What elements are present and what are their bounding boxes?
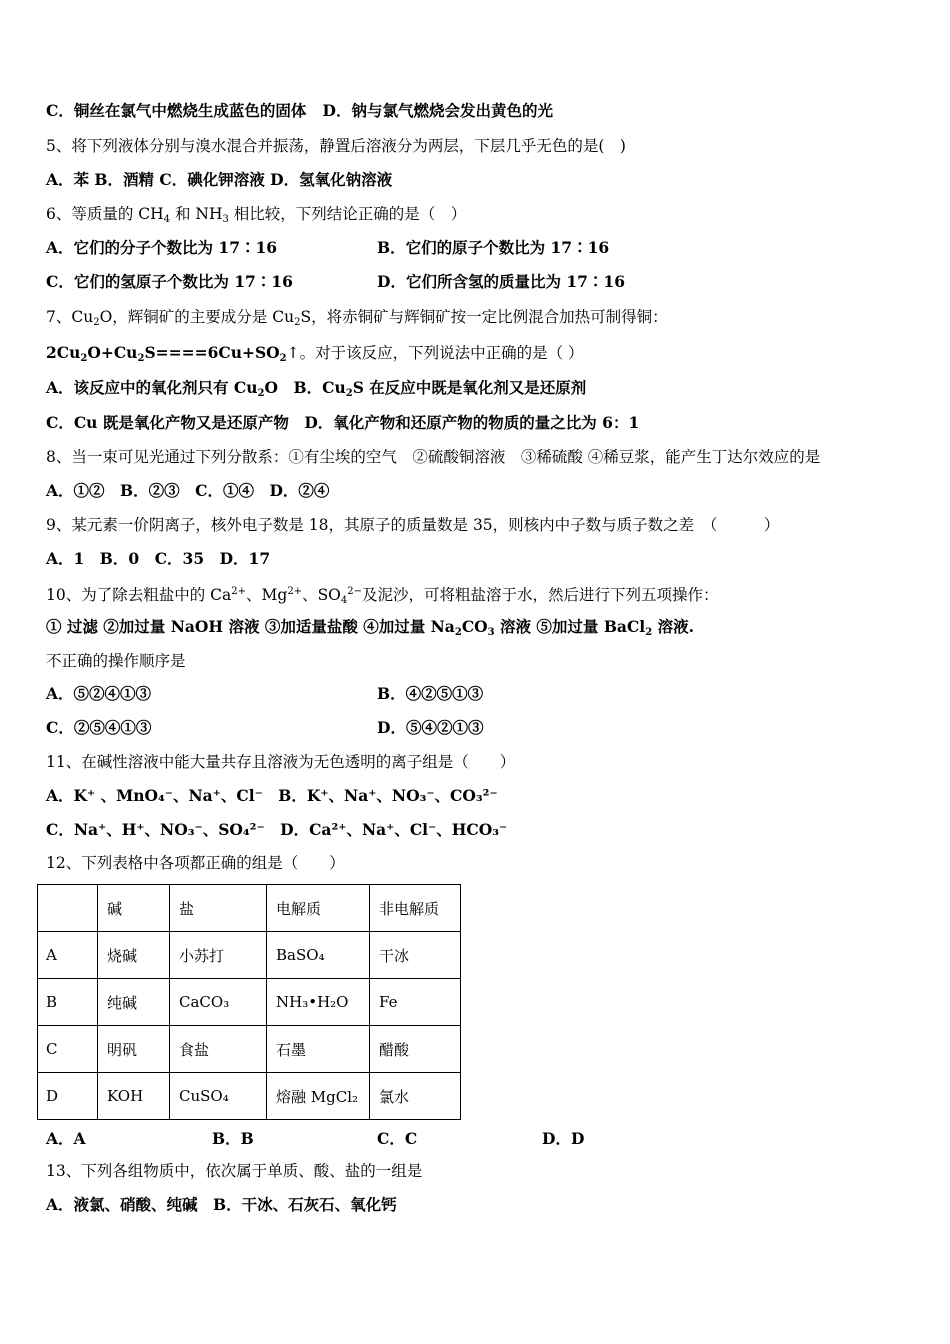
- q6-option-d: D．它们所含氢的质量比为 17∶16: [377, 272, 625, 291]
- question-9-options: A．1 B．0 C．35 D．17: [46, 549, 271, 568]
- q12-option-a: A．A: [46, 1129, 86, 1148]
- table-cell: C: [38, 1026, 98, 1073]
- q6-option-b: B．它们的原子个数比为 17∶16: [377, 238, 610, 257]
- table-row: [38, 1073, 461, 1120]
- q10-option-b: B．④②⑤①③: [377, 684, 484, 703]
- q4-option-c: C．铜丝在氯气中燃烧生成蓝色的固体: [46, 101, 307, 120]
- table-cell: BaSO₄: [267, 932, 370, 979]
- table-cell: 熔融 MgCl₂: [267, 1073, 370, 1120]
- question-10-options-ab: [46, 684, 484, 704]
- q12-option-c: C．C: [377, 1129, 418, 1148]
- table-cell: 电解质: [267, 885, 370, 932]
- table-cell: CaCO₃: [170, 979, 267, 1026]
- table-cell: D: [38, 1073, 98, 1120]
- table-cell: 烧碱: [98, 932, 170, 979]
- q10-option-a: A．⑤②④①③: [46, 684, 152, 703]
- table-cell: 醋酸: [370, 1026, 461, 1073]
- question-6-options-cd: [46, 272, 625, 292]
- question-13: 13、下列各组物质中，依次属于单质、酸、盐的一组是: [46, 1162, 423, 1180]
- table-cell: 碱: [98, 885, 170, 932]
- table-row: [38, 932, 461, 979]
- table-cell: [38, 885, 98, 932]
- question-7: 7、$Cu_2O$，辉铜矿的主要成分是 $Cu_2S$，将赤铜矿与辉铜矿按一定比例混合加热可制得铜：: [46, 308, 668, 328]
- q6-option-c: C．它们的氢原子个数比为 17∶16: [46, 272, 293, 291]
- table-cell: CuSO₄: [170, 1073, 267, 1120]
- table-cell: A: [38, 932, 98, 979]
- question-11-options-ab: A．K⁺ 、MnO₄⁻、Na⁺、Cl⁻ B．K⁺、Na⁺、NO₃⁻、CO₃²⁻: [46, 786, 498, 805]
- question-10-ask: 不正确的操作顺序是: [46, 652, 186, 670]
- table-row: [38, 1026, 461, 1073]
- question-8: 8、当一束可见光通过下列分散系：①有尘埃的空气 ②硫酸铜溶液 ③稀硫酸 ④稀豆浆，能产生丁达尔效应的是: [46, 448, 821, 466]
- question-10-operations: ① 过滤 ②加过量 NaOH 溶液 ③加适量盐酸 ④加过量 $Na_2CO_3$ 溶液 ⑤加过量 BaCl$_2$ 溶液.: [46, 617, 694, 638]
- table-cell: KOH: [98, 1073, 170, 1120]
- question-7-equation: $2Cu_2O+Cu_2S====6Cu+SO_2↑$。对于该反应，下列说法中正确的是（ ）: [46, 343, 584, 364]
- table-header-row: [38, 885, 461, 932]
- table-cell: 石墨: [267, 1026, 370, 1073]
- table-cell: 干冰: [370, 932, 461, 979]
- question-6-options-ab: [46, 238, 610, 258]
- table-cell: 食盐: [170, 1026, 267, 1073]
- q4-option-line: [46, 101, 553, 121]
- table-cell: 盐: [170, 885, 267, 932]
- table-cell: 小苏打: [170, 932, 267, 979]
- question-12-table: [37, 884, 461, 1120]
- table-cell: 明矾: [98, 1026, 170, 1073]
- question-5-options: A．苯 B．酒精 C．碘化钾溶液 D．氢氧化钠溶液: [46, 170, 393, 189]
- table-row: [38, 979, 461, 1026]
- q12-option-b: B．B: [212, 1129, 254, 1148]
- question-8-options: A．①② B．②③ C．①④ D．②④: [46, 481, 330, 500]
- question-6: 6、等质量的 $CH_4$ 和 $NH_3$ 相比较，下列结论正确的是（ ）: [46, 205, 467, 225]
- question-7-options-ab: A．该反应中的氧化剂只有 $Cu_2O$ B．$Cu_2S$ 在反应中既是氧化剂又是还原剂: [46, 378, 587, 399]
- q6-option-a: A．它们的分子个数比为 17∶16: [46, 238, 278, 257]
- question-5: 5、将下列液体分别与溴水混合并振荡，静置后溶液分为两层，下层几乎无色的是( ): [46, 137, 626, 155]
- table-cell: NH₃•H₂O: [267, 979, 370, 1026]
- q4-option-d: D．钠与氯气燃烧会发出黄色的光: [322, 101, 553, 120]
- question-9: 9、某元素一价阴离子，核外电子数是 18，其原子的质量数是 35，则核内中子数与质子数之差 （ ）: [46, 516, 780, 534]
- question-11: 11、在碱性溶液中能大量共存且溶液为无色透明的离子组是（ ）: [46, 753, 516, 771]
- question-7-options-cd: C．Cu 既是氧化产物又是还原产物 D．氧化产物和还原产物的物质的量之比为 6：1: [46, 413, 640, 432]
- q12-option-d: D．D: [542, 1129, 585, 1148]
- q10-option-d: D．⑤④②①③: [377, 718, 484, 737]
- question-11-options-cd: C．Na⁺、H⁺、NO₃⁻、SO₄²⁻ D．Ca²⁺、Na⁺、Cl⁻、HCO₃⁻: [46, 820, 508, 839]
- table-cell: Fe: [370, 979, 461, 1026]
- q10-option-c: C．②⑤④①③: [46, 718, 152, 737]
- table-cell: 氯水: [370, 1073, 461, 1120]
- table-cell: 纯碱: [98, 979, 170, 1026]
- question-12: 12、下列表格中各项都正确的组是（ ）: [46, 854, 345, 872]
- table-cell: B: [38, 979, 98, 1026]
- question-10-options-cd: [46, 718, 484, 738]
- question-13-options: A．液氯、硝酸、纯碱 B．干冰、石灰石、氧化钙: [46, 1195, 397, 1214]
- question-10: 10、为了除去粗盐中的 $Ca^{2+}$、$Mg^{2+}$、$SO_4^{2-}$及泥沙，可将粗盐溶于水，然后进行下列五项操作：: [46, 586, 719, 606]
- table-cell: 非电解质: [370, 885, 461, 932]
